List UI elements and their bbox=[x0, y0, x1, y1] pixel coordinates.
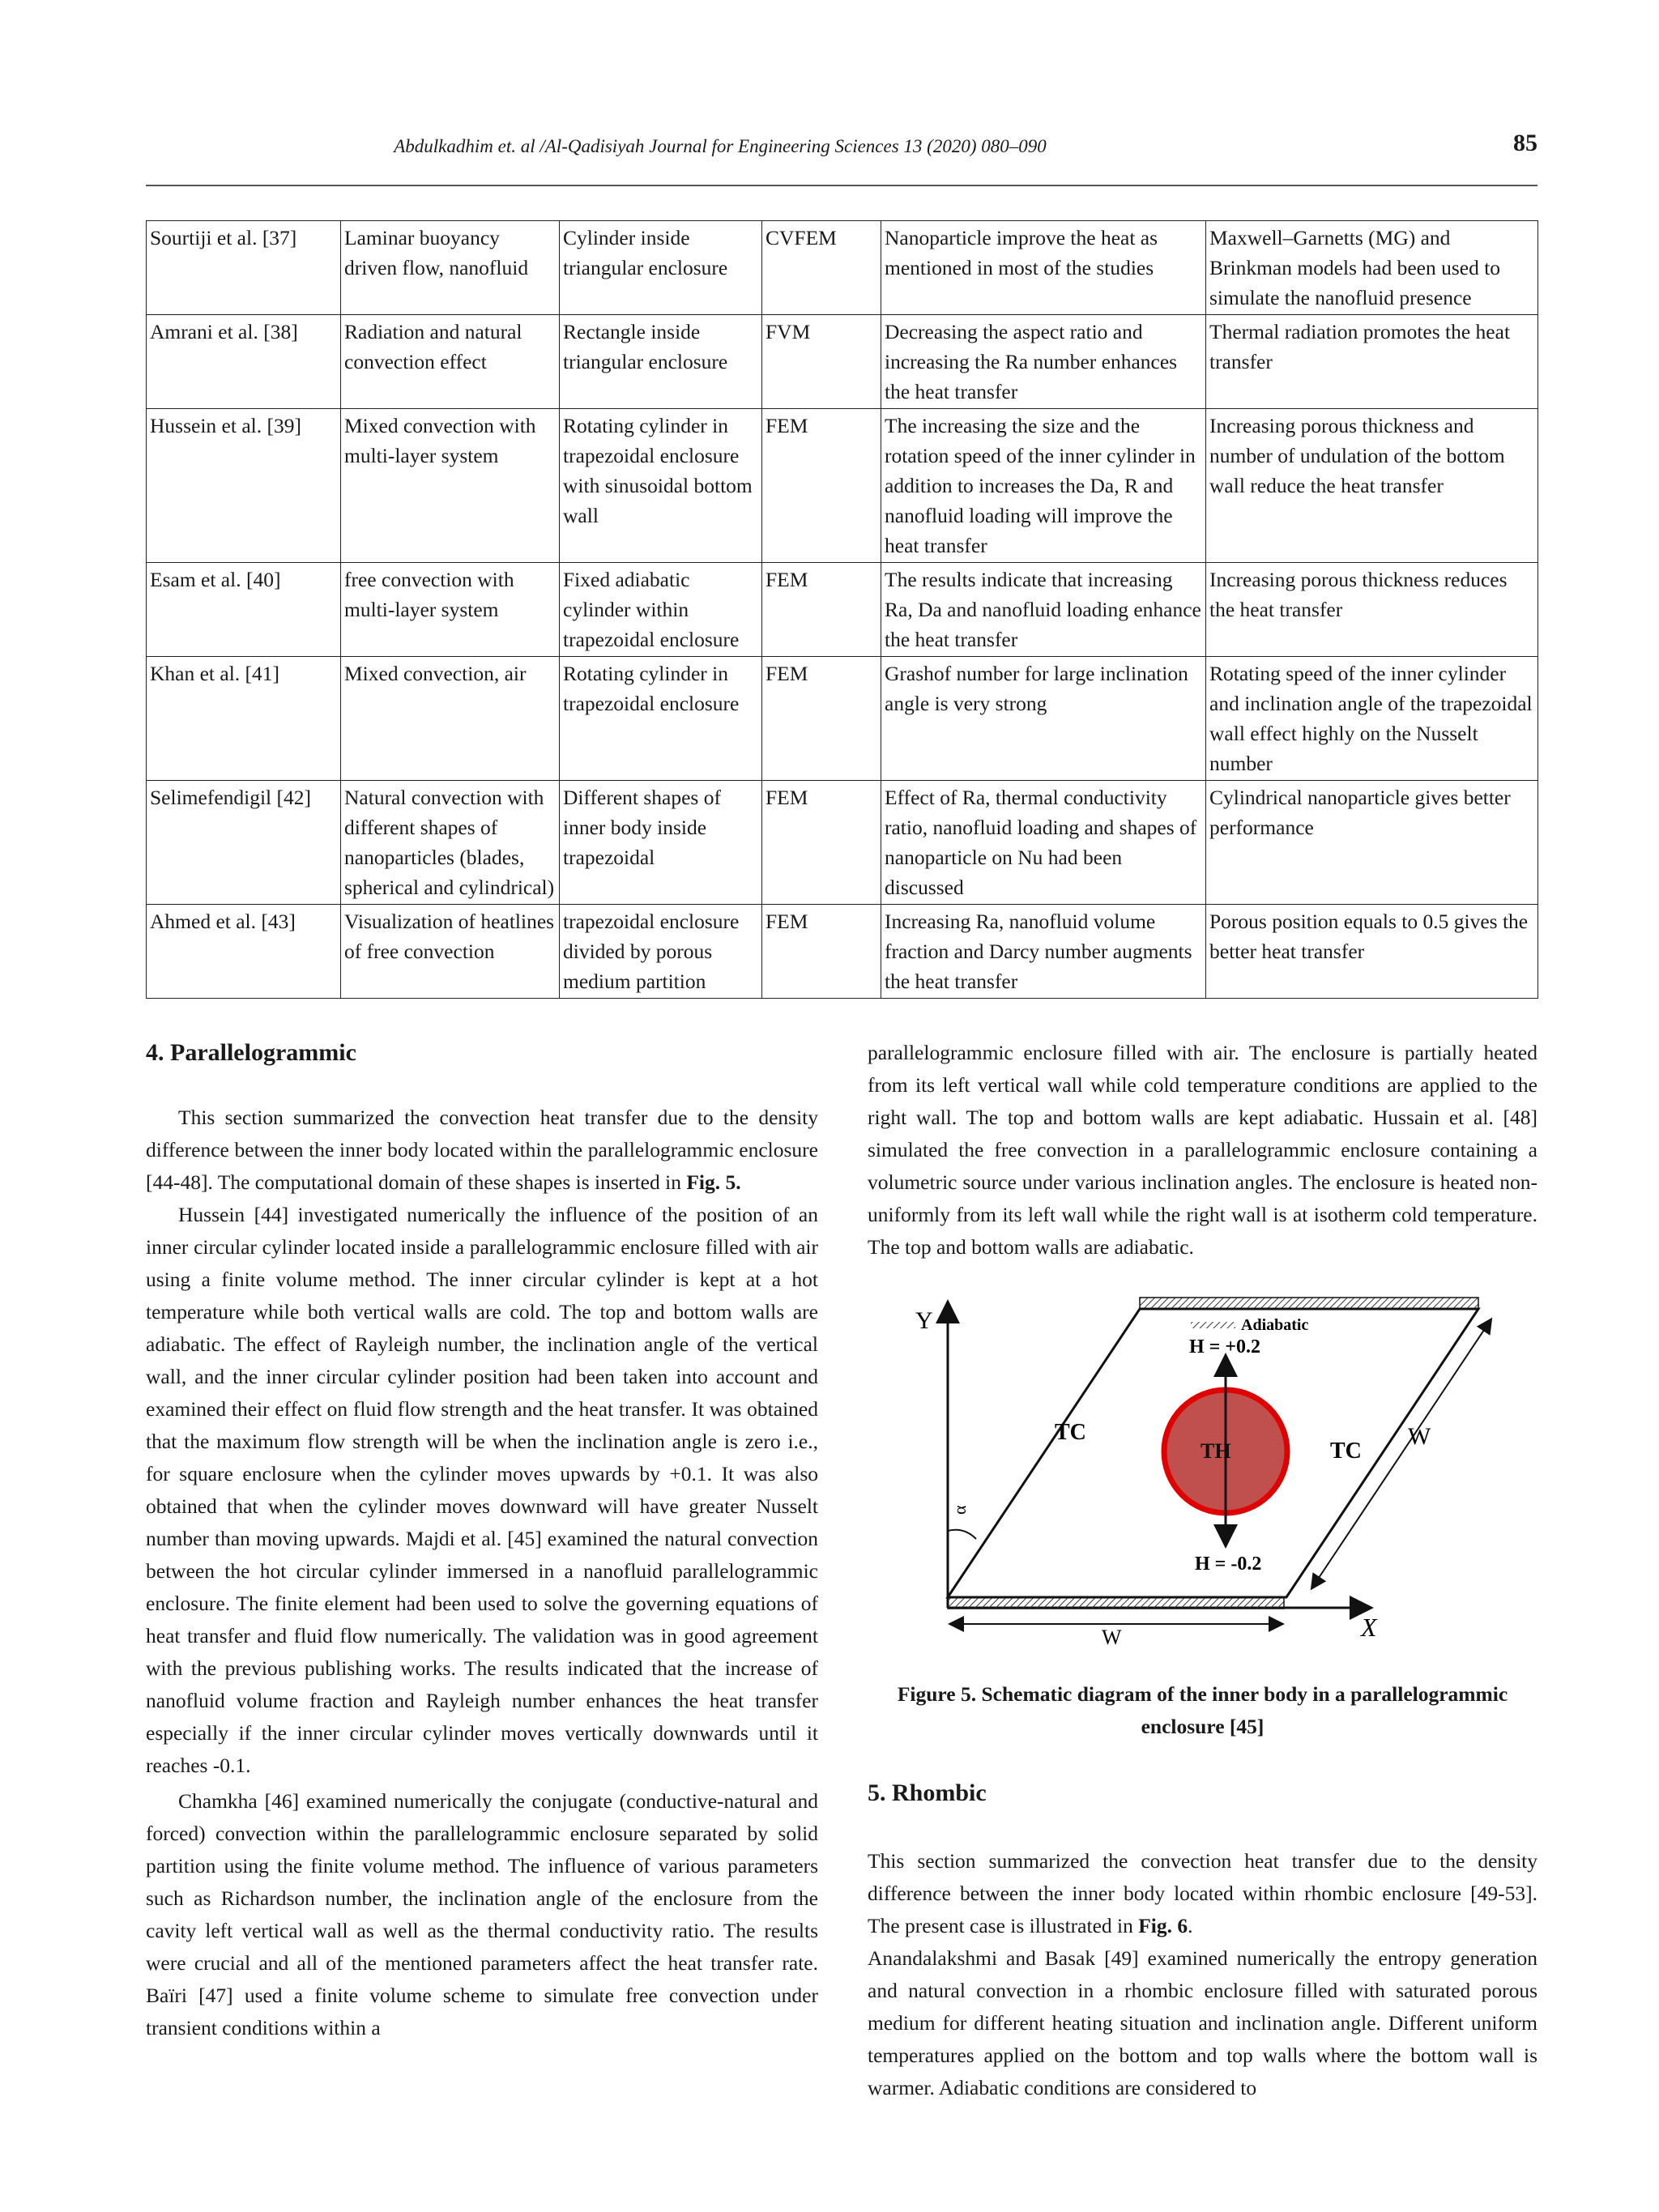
table-row bbox=[147, 657, 1538, 781]
alpha-label: α bbox=[949, 1505, 970, 1515]
table-cell: Thermal radiation promotes the heat transfer bbox=[1206, 315, 1538, 409]
bottom-adiabatic-wall bbox=[948, 1597, 1284, 1609]
running-title: Abdulkadhim et. al /Al-Qadisiyah Journal for Engineering Sciences 13 (2020) 080–090 bbox=[394, 136, 1047, 156]
tc-right-label: TC bbox=[1330, 1438, 1362, 1464]
paragraph: This section summarized the convection heat transfer due to the density difference between the inner body located within rhombic enclosure [49-53]. The present case is illustrated in Fig. 6. bbox=[868, 1849, 1537, 1937]
figure-5-diagram bbox=[915, 1296, 1531, 1652]
right-column-bottom bbox=[868, 1845, 1537, 2104]
th-label: TH bbox=[1201, 1439, 1231, 1463]
table-row bbox=[147, 563, 1538, 657]
alpha-arc bbox=[948, 1530, 976, 1539]
table-cell: FVM bbox=[762, 315, 881, 409]
page-header bbox=[146, 126, 1537, 186]
table-cell: Radiation and natural convection effect bbox=[341, 315, 560, 409]
literature-table bbox=[146, 220, 1538, 999]
table-cell: Rotating cylinder in trapezoidal enclosure bbox=[560, 657, 762, 781]
table-cell: Different shapes of inner body inside trapezoidal bbox=[560, 781, 762, 905]
table-row bbox=[147, 409, 1538, 563]
paragraph: Hussein [44] investigated numerically the influence of the position of an inner circular cylinder located inside a parallelogrammic enclosure filled with air using a finite volume method. The inner circular cylinder is kept at a hot temperature while both vertical walls are cold. The top and bottom walls are adiabatic. The effect of Rayleigh number, the inclination angle of the vertical wall, and the inner circular cylinder position had been taken into account and examined their effect on fluid flow strength and the heat transfer. It was obtained that the maximum flow strength will be when the inclination angle is zero i.e., for square enclosure when the cylinder moves upwards by +0.1. It was also obtained that when the cylinder moves downward will have greater Nusselt number than moving upwards. Majdi et al. [45] examined the natural convection between the hot circular cylinder immersed in a nanofluid parallelogrammic enclosure. The finite element had been used to solve the governing equations of heat transfer and fluid flow numerically. The validation was in good agreement with the previous publishing works. The results indicated that the increase of nanofluid volume fraction and Rayleigh number enhances the heat transfer especially if the inner circular cylinder moves vertically downwards until it reaches -0.1. bbox=[146, 1203, 818, 1777]
figure-ref[interactable]: Fig. 6 bbox=[1138, 1914, 1188, 1937]
table-cell: FEM bbox=[762, 781, 881, 905]
paragraph: parallelogrammic enclosure filled with air. The enclosure is partially heated from its left vertical wall while cold temperature conditions are applied to the right wall. The top and bottom walls are kept adiabatic. Hussain et al. [48] simulated the free convection in a parallelogrammic enclosure containing a volumetric source under various inclination angles. The enclosure is heated non-uniformly from its left wall while the right wall is at isotherm cold temperature. The top and bottom walls are adiabatic. bbox=[868, 1041, 1537, 1259]
table-cell: FEM bbox=[762, 905, 881, 999]
table-cell: FEM bbox=[762, 563, 881, 657]
adiabatic-legend-swatch bbox=[1191, 1322, 1235, 1328]
table-cell: Increasing porous thickness reduces the heat transfer bbox=[1206, 563, 1538, 657]
table-cell: Cylinder inside triangular enclosure bbox=[560, 221, 762, 315]
table-cell: Cylindrical nanoparticle gives better performance bbox=[1206, 781, 1538, 905]
table-cell: FEM bbox=[762, 409, 881, 563]
paragraph: Anandalakshmi and Basak [49] examined numerically the entropy generation and natural convection in a rhombic enclosure filled with saturated porous medium for different heating situation and inclination angle. Different uniform temperatures applied on the bottom and top walls where the bottom wall is warmer. Adiabatic conditions are considered to bbox=[868, 1946, 1537, 2099]
table-cell: Ahmed et al. [43] bbox=[147, 905, 341, 999]
table-cell: Rectangle inside triangular enclosure bbox=[560, 315, 762, 409]
table-cell: Rotating speed of the inner cylinder and inclination angle of the trapezoidal wall effect highly on the Nusselt number bbox=[1206, 657, 1538, 781]
table-cell: Grashof number for large inclination angle is very strong bbox=[881, 657, 1206, 781]
table-cell: Sourtiji et al. [37] bbox=[147, 221, 341, 315]
table-cell: Porous position equals to 0.5 gives the better heat transfer bbox=[1206, 905, 1538, 999]
table-cell: Fixed adiabatic cylinder within trapezoidal enclosure bbox=[560, 563, 762, 657]
table-cell: CVFEM bbox=[762, 221, 881, 315]
table-row bbox=[147, 221, 1538, 315]
table-cell: Mixed convection, air bbox=[341, 657, 560, 781]
table-cell: Mixed convection with multi-layer system bbox=[341, 409, 560, 563]
table-cell: Effect of Ra, thermal conductivity ratio, nanofluid loading and shapes of nanoparticle on Nu had been discussed bbox=[881, 781, 1206, 905]
table-cell: Nanoparticle improve the heat as mentioned in most of the studies bbox=[881, 221, 1206, 315]
paragraph: Chamkha [46] examined numerically the conjugate (conductive-natural and forced) convection within the parallelogrammic enclosure separated by solid partition using the finite volume method. The influence of various parameters such as Richardson number, the inclination angle of the enclosure from the cavity left vertical wall as well as the thermal conductivity ratio. The results were crucial and all of the mentioned parameters affect the heat transfer rate. Baïri [47] used a finite volume scheme to simulate free convection under transient conditions within a bbox=[146, 1789, 818, 2039]
w-bottom-label: W bbox=[1102, 1626, 1122, 1649]
left-column bbox=[146, 1037, 818, 2044]
top-adiabatic-wall bbox=[1140, 1298, 1478, 1309]
table-cell: Increasing Ra, nanofluid volume fraction and Darcy number augments the heat transfer bbox=[881, 905, 1206, 999]
section-4-heading: 4. Parallelogrammic bbox=[146, 1039, 356, 1066]
table-cell: Amrani et al. [38] bbox=[147, 315, 341, 409]
tc-left-label: TC bbox=[1055, 1420, 1086, 1445]
figure-ref[interactable]: Fig. 5. bbox=[686, 1170, 741, 1194]
paragraph: This section summarized the convection heat transfer due to the density difference between the inner body located within the parallelogrammic enclosure [44-48]. The computational domain of these shapes is inserted in Fig. 5. bbox=[146, 1106, 818, 1194]
table-row bbox=[147, 905, 1538, 999]
section-5-heading: 5. Rhombic bbox=[868, 1779, 987, 1806]
table-row bbox=[147, 315, 1538, 409]
h-top-label: H = +0.2 bbox=[1189, 1336, 1261, 1357]
figure-5-caption: Figure 5. Schematic diagram of the inner body in a parallelogrammic enclosure [45] bbox=[897, 1682, 1508, 1738]
w-side-label: W bbox=[1408, 1423, 1431, 1450]
table-cell: Hussein et al. [39] bbox=[147, 409, 341, 563]
table-cell: Laminar buoyancy driven flow, nanofluid bbox=[341, 221, 560, 315]
table-cell: Maxwell–Garnetts (MG) and Brinkman models had been used to simulate the nanofluid presence bbox=[1206, 221, 1538, 315]
table-cell: Rotating cylinder in trapezoidal enclosure with sinusoidal bottom wall bbox=[560, 409, 762, 563]
y-axis-label: Y bbox=[915, 1307, 933, 1334]
table-cell: The results indicate that increasing Ra, Da and nanofluid loading enhance the heat transfer bbox=[881, 563, 1206, 657]
table-cell: Esam et al. [40] bbox=[147, 563, 341, 657]
table-cell: Increasing porous thickness and number of undulation of the bottom wall reduce the heat transfer bbox=[1206, 409, 1538, 563]
table-cell: Natural convection with different shapes of nanoparticles (blades, spherical and cylindrical) bbox=[341, 781, 560, 905]
table-row bbox=[147, 781, 1538, 905]
table-cell: Selimefendigil [42] bbox=[147, 781, 341, 905]
adiabatic-label: Adiabatic bbox=[1241, 1316, 1309, 1334]
table-cell: Decreasing the aspect ratio and increasing the Ra number enhances the heat transfer bbox=[881, 315, 1206, 409]
table-cell: The increasing the size and the rotation speed of the inner cylinder in addition to increases the Da, R and nanofluid loading will improve the heat transfer bbox=[881, 409, 1206, 563]
right-column-top bbox=[868, 1037, 1537, 1264]
x-axis-label: X bbox=[1361, 1613, 1377, 1642]
page-number: 85 bbox=[1513, 130, 1537, 156]
table-cell: Khan et al. [41] bbox=[147, 657, 341, 781]
table-cell: FEM bbox=[762, 657, 881, 781]
table-cell: Visualization of heatlines of free convection bbox=[341, 905, 560, 999]
table-cell: free convection with multi-layer system bbox=[341, 563, 560, 657]
table-cell: trapezoidal enclosure divided by porous medium partition bbox=[560, 905, 762, 999]
h-bottom-label: H = -0.2 bbox=[1195, 1554, 1262, 1575]
